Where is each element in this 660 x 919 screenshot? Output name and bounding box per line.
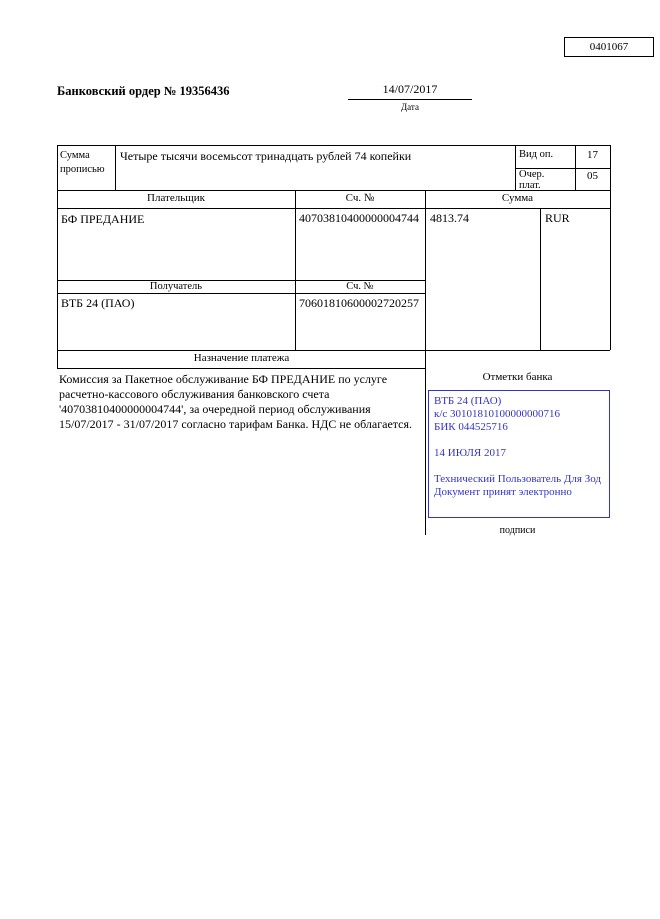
stamp-line: к/с 30101810100000000716 — [434, 408, 561, 420]
payee-name: ВТБ 24 (ПАО) — [61, 296, 135, 310]
currency-value: RUR — [545, 211, 570, 225]
payee-header: Получатель — [149, 281, 203, 292]
stamp-line: Документ принят электронно — [434, 486, 572, 498]
payer-account: 40703810400000004744 — [299, 211, 419, 225]
amount-value: 4813.74 — [430, 211, 469, 225]
table-line — [540, 208, 541, 350]
bank-stamp — [428, 390, 610, 518]
vid-op-value: 17 — [587, 149, 598, 161]
signatures-label: подписи — [499, 525, 536, 536]
table-line — [57, 293, 425, 294]
table-line — [57, 145, 610, 146]
stamp-line: 14 ИЮЛЯ 2017 — [434, 447, 506, 459]
purpose-text: Комиссия за Пакетное обслуживание БФ ПРЕДАНИЕ по услуге расчетно-кассового обслуживания банковского счета '40703810400000004744', за очередной период обслуживания 15/07/2017 - 31/07/2017 согласно тарифам Банка. НДС не облагается. — [59, 372, 413, 431]
table-line — [57, 350, 610, 351]
payee-account: 70601810600002720257 — [299, 296, 419, 310]
table-line — [425, 190, 426, 535]
table-line — [610, 145, 611, 350]
table-line — [57, 145, 58, 368]
table-line — [295, 190, 296, 350]
purpose-header: Назначение платежа — [193, 352, 290, 364]
payer-name: БФ ПРЕДАНИЕ — [61, 212, 145, 226]
stamp-line — [434, 434, 604, 447]
amount-words-label: Сумма прописью — [60, 150, 105, 175]
stamp-line — [434, 460, 604, 473]
table-line — [57, 368, 425, 369]
payer-header: Плательщик — [147, 192, 205, 204]
amount-words-value: Четыре тысячи восемьсот тринадцать рублей 74 копейки — [120, 149, 412, 163]
ocher-plat-label: Очер. плат. — [519, 169, 545, 191]
stamp-line: Технический Пользователь Для Зод — [434, 473, 602, 485]
sum-header: Сумма — [501, 192, 534, 204]
vid-op-label: Вид оп. — [519, 149, 554, 160]
bank-marks-header: Отметки банка — [482, 371, 553, 383]
payer-account-header: Сч. № — [345, 192, 375, 204]
table-line — [115, 145, 116, 190]
payee-account-header: Сч. № — [346, 281, 374, 292]
stamp-line: БИК 044525716 — [434, 421, 508, 433]
table-line — [57, 208, 610, 209]
date-label: Дата — [401, 102, 419, 112]
ocher-plat-value: 05 — [587, 170, 598, 182]
table-line — [515, 145, 516, 190]
form-code-box: 0401067 — [564, 37, 654, 57]
stamp-line: ВТБ 24 (ПАО) — [434, 395, 502, 407]
date-value: 14/07/2017 — [348, 82, 472, 100]
document-title: Банковский ордер № 19356436 — [57, 84, 230, 98]
